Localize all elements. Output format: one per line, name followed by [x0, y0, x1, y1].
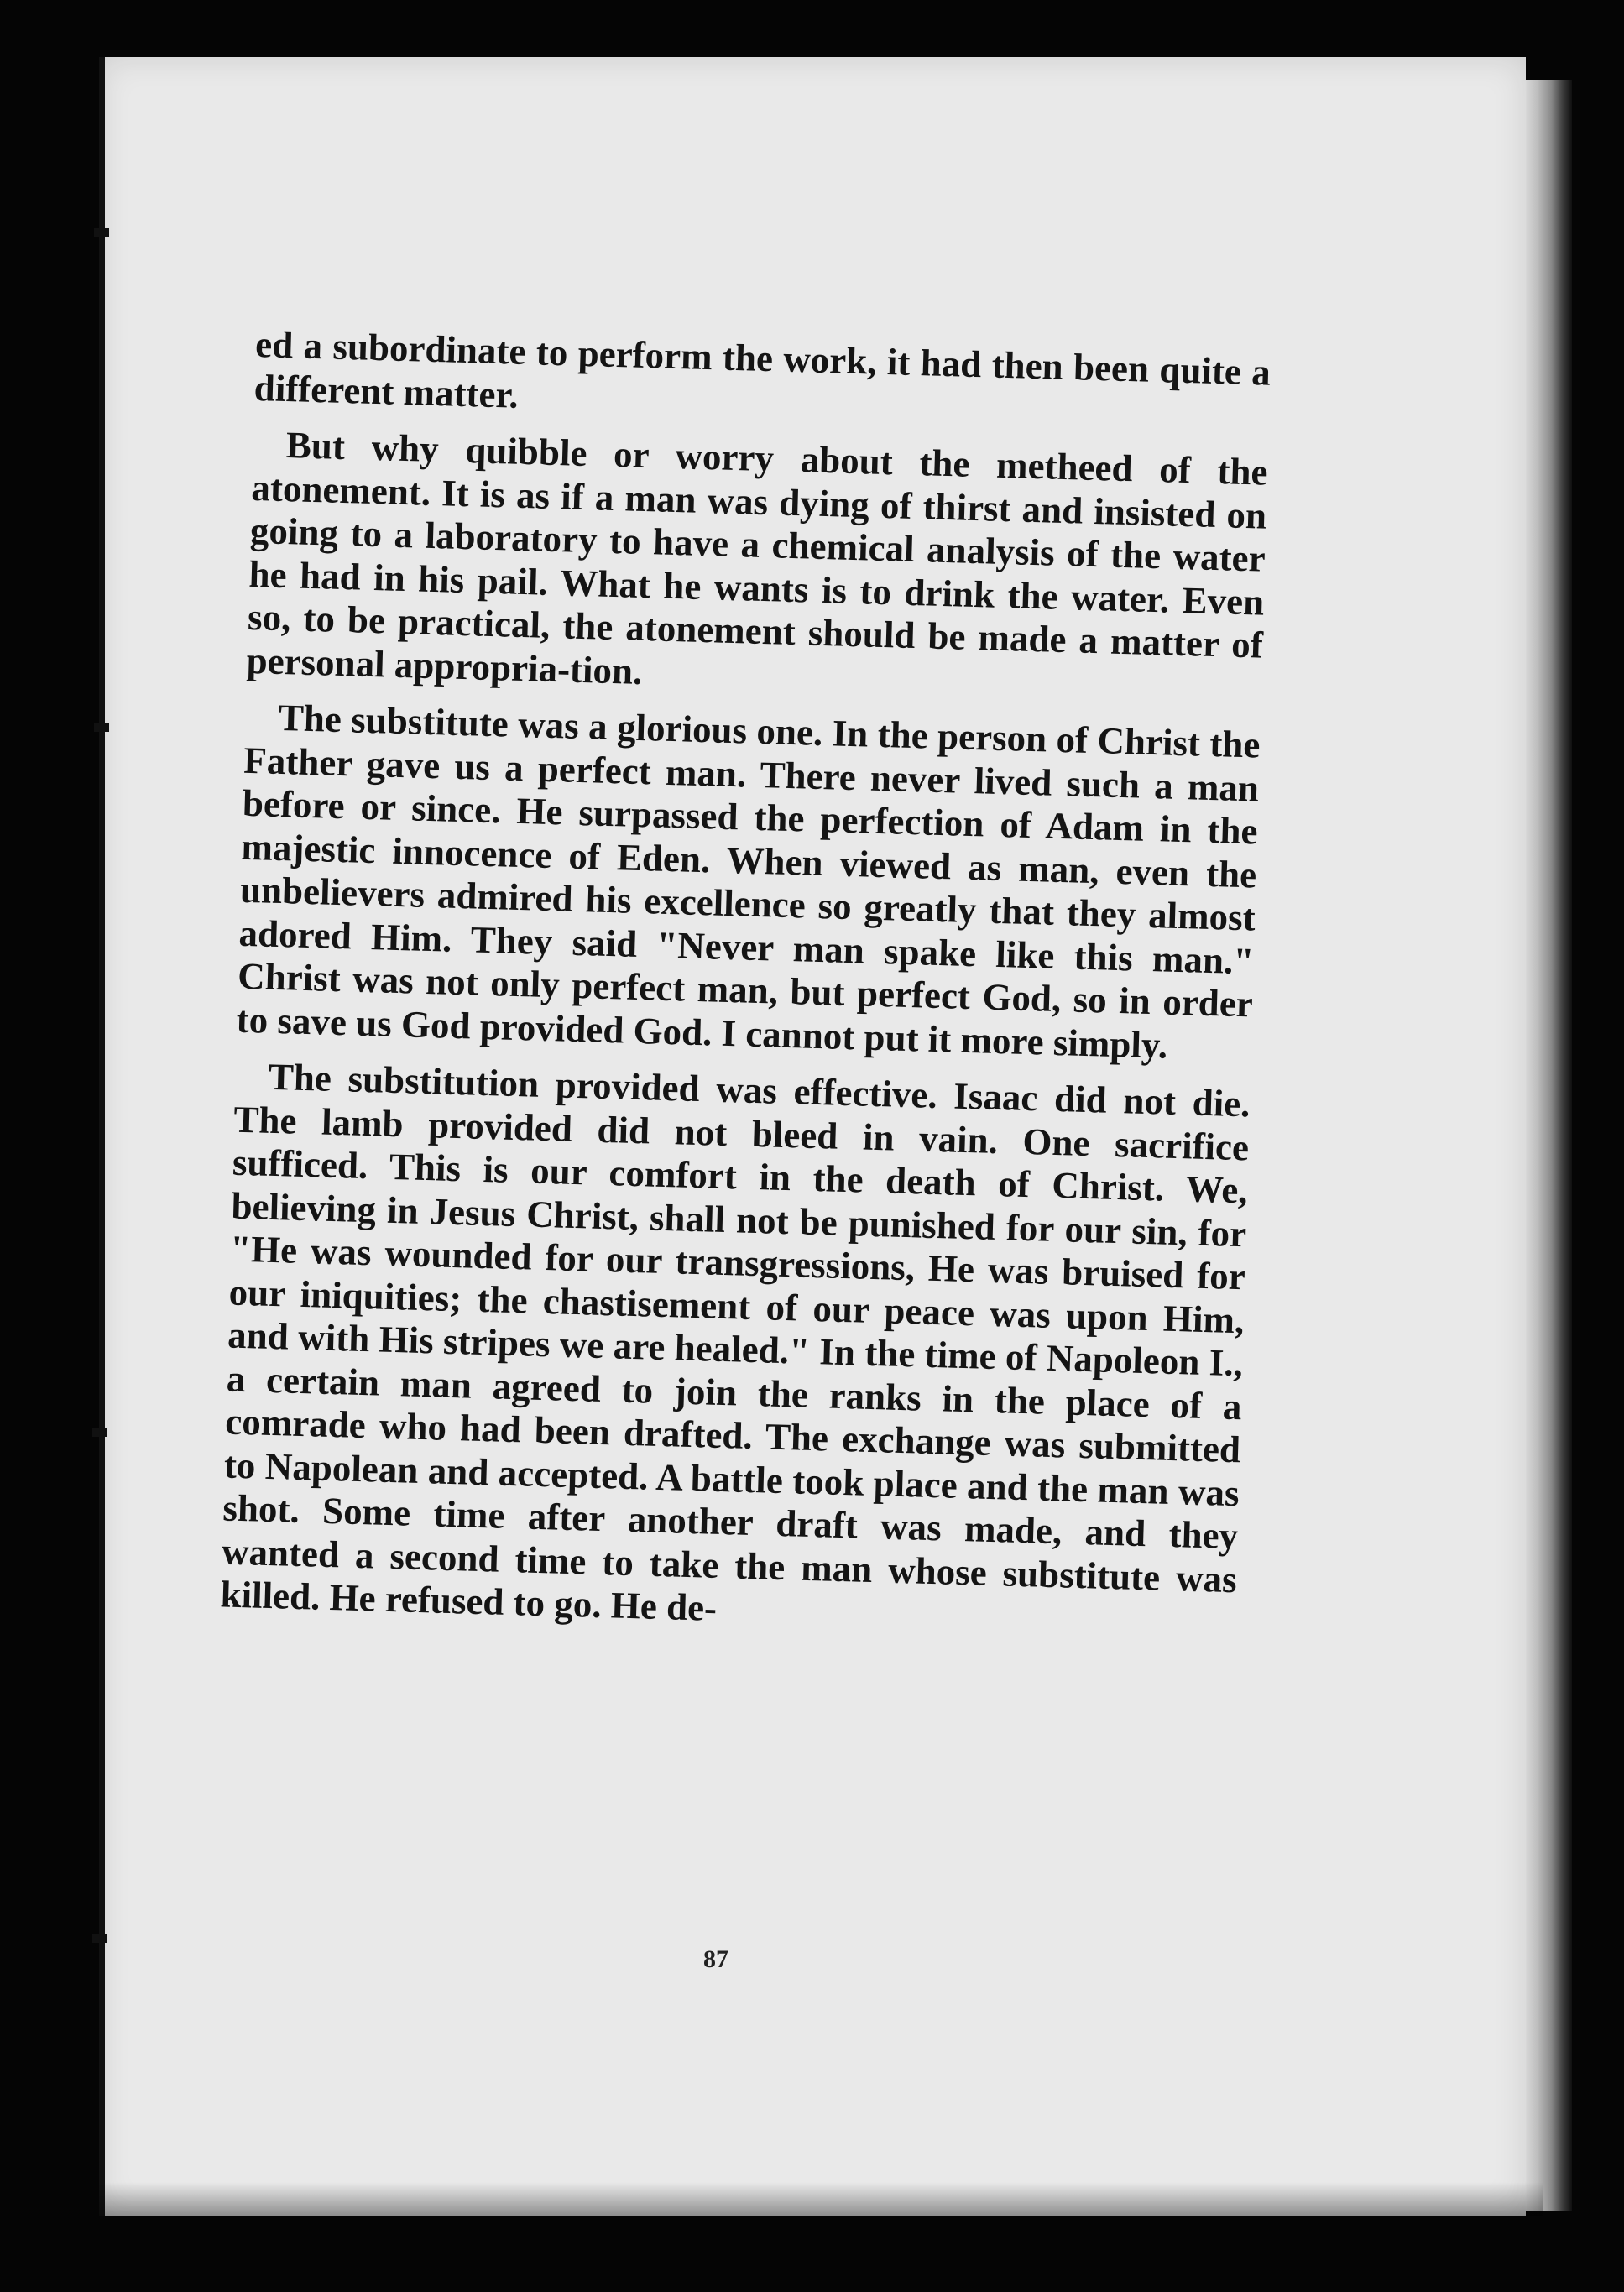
margin-tick — [92, 1934, 107, 1943]
margin-tick — [94, 723, 109, 732]
left-margin-rule — [99, 57, 105, 2216]
page-bottom-shadow — [99, 2182, 1543, 2216]
margin-tick — [92, 1428, 107, 1437]
book-spine-edge — [1526, 80, 1572, 2211]
paragraph: The substitute was a glorious one. In the person of Christ the Father gave us a perfect man. There never lived such a man before or since. He surpassed the perfection of Adam in the majestic innocence of Eden. When viewed as man, even the unbelievers admired his excellence so greatly that they almost adored Him. They said "Never man spake like this man." Christ was not only perfect man, but perfect God, so in order to save us God provided God. I cannot put it more simply. — [236, 696, 1261, 1067]
paragraph: ed a subordinate to perform the work, it had then been quite a different matter. — [253, 323, 1272, 416]
body-text — [220, 323, 1272, 1658]
page-number: 87 — [703, 1945, 728, 1973]
paragraph: The substitution provided was effective. Isaac did not die. The lamb provided did not bleed in vain. One sacrifice sufficed. This is our comfort in the death of Christ. We, believing in Jesus Christ, shall not be punished for our sin, for "He was wounded for our transgressions, He was bruised for our iniquities; the chastisement of our peace was upon Him, and with His stripes we are healed." In the time of Napoleon I., a certain man agreed to join the ranks in the place of a comrade who had been drafted. The exchange was submitted to Napolean and accepted. A battle took place and the man was shot. Some time after another draft was made, and they wanted a second time to take the man whose substitute was killed. He refused to go. He de- — [220, 1055, 1251, 1629]
margin-tick — [94, 228, 109, 237]
paragraph: But why quibble or worry about the metheed of the atonement. It is as if a man was dying of thirst and insisted on going to a laboratory to have a chemical analysis of the water he had in his pail. What he wants is to drink the water. Even so, to be practical, the atonement should be made a matter of personal appropria-tion. — [246, 424, 1269, 692]
